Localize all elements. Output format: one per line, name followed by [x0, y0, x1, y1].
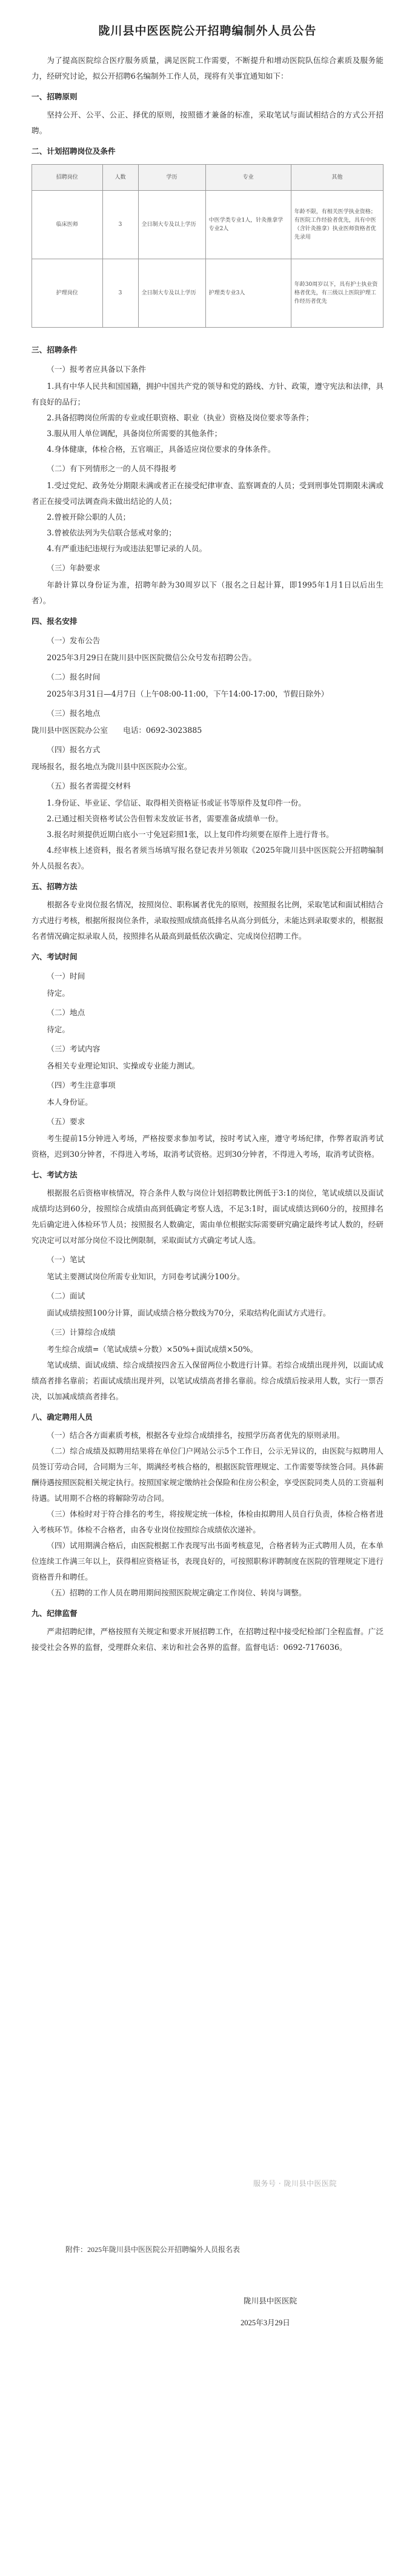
section-heading-positions: 二、计划招聘岗位及条件 [32, 147, 116, 156]
section-heading-principles: 一、招聘原则 [32, 92, 78, 101]
principles-text: 坚持公开、公平、公正、择优的原则，按照德才兼备的标准，采取笔试与面试相结合的方式公开招聘。 [32, 110, 383, 135]
table-cell: 全日制大专及以上学历 [138, 259, 205, 328]
subheading-interview: （二）面试 [47, 1291, 85, 1300]
table-row [32, 259, 383, 328]
subheading-time: （二）报名时间 [47, 672, 101, 681]
exam-requirements-text: 考生提前15分钟进入考场，严格按要求参加考试，按时考试入座，遵守考场纪律，作弊者取消考试资格，迟到30分钟者，不得进入考场，取消考试资格。迟到30分钟者，不得进入考场，取消考试资格。 [32, 1134, 383, 1159]
subheading-exam-time: （一）时间 [47, 972, 85, 981]
table-cell: 护理类专业3人 [205, 259, 291, 328]
table-cell: 全日制大专及以上学历 [138, 191, 205, 259]
table-cell: 中医学类专业1人，针灸推拿学专业2人 [205, 191, 291, 259]
list-item: 1.身份证、毕业证、学信证、取得相关资格证书或证书等原件及复印件一份。 [47, 798, 306, 807]
subheading-location: （三）报名地点 [47, 709, 101, 718]
exam-notes-text: 本人身份证。 [47, 1098, 93, 1107]
list-item: 2.已通过相关资格考试公告但暂未发放证书者，需要准备成绩单一份。 [47, 814, 284, 823]
subheading-method: （四）报名方式 [47, 745, 101, 754]
signature-date: 2025年3月29日 [241, 2319, 290, 2327]
table-row [32, 191, 383, 259]
interview-text: 面试成绩按照100分计算，面试成绩合格分数线为70分，采取结构化面试方式进行。 [47, 1308, 331, 1317]
subheading-age: （三）年龄要求 [47, 563, 101, 572]
section-heading-exam-method: 七、考试方法 [32, 1170, 78, 1179]
section-heading-hiring: 八、确定聘用人员 [32, 1412, 93, 1422]
exam-time-text: 待定。 [47, 988, 70, 998]
list-item: 4.有严重违纪违规行为或违法犯罪记录的人员。 [47, 544, 207, 553]
table-cell: 年龄不限，有相关医学执业资格；有医院工作经验者优先，具有中医（含针灸推拿）执业医师资格者优先录用 [291, 191, 383, 259]
section-heading-exam-time: 六、考试时间 [32, 952, 78, 961]
list-item: 1.受过党纪、政务处分期限未满或者正在接受纪律审查、监察调查的人员；受到刑事处罚期限未满或者正在接受司法调查尚未做出结论的人员； [32, 481, 383, 506]
list-item: （五）招聘的工作人员在聘用期间按照医院规定确定工作岗位、转岗与调整。 [47, 1588, 307, 1597]
list-item: 3.曾被依法列为失信联合惩戒对象的； [47, 528, 176, 537]
list-item: （一）结合各方面素质考核，根据各专业综合成绩排名，按照学历高者优先的原则录用。 [47, 1431, 345, 1440]
written-exam-text: 笔试主要测试岗位所需专业知识，方同卷考试满分100分。 [47, 1272, 245, 1281]
registration-method-text: 现场报名，报名地点为陇川县中医医院办公室。 [32, 762, 192, 771]
registration-location-text: 陇川县中医医院办公室 电话：0692-3023885 [32, 726, 202, 735]
list-item: 2.具备招聘岗位所需的专业或任职资格、职业（执业）资格及岗位要求等条件； [47, 413, 314, 422]
page-title: 陇川县中医医院公开招聘编制外人员公告 [98, 24, 317, 38]
discipline-text: 严肃招聘纪律，严格按照有关规定和要求开展招聘工作，在招聘过程中接受纪检部门全程监督。广泛接受社会各界的监督，受理群众来信、来访和社会各界的监督。监督电话：0692-7176036。 [32, 1627, 383, 1652]
table-cell: 临床医师 [32, 191, 103, 259]
list-item: 4.身体健康，体检合格，五官端正，具备适应岗位要求的身体条件。 [47, 445, 276, 454]
registration-time-text: 2025年3月31日—4月7日（上午08:00-11:00，下午14:00-17:00，节假日除外） [47, 689, 329, 698]
subheading-exam-notes: （四）考生注意事项 [47, 1081, 116, 1090]
subheading-exam-place: （二）地点 [47, 1008, 85, 1017]
table-header: 人数 [102, 165, 138, 191]
table-cell: 3 [102, 259, 138, 328]
wechat-watermark: 服务号 · 陇川县中医医院 [253, 2179, 337, 2188]
section-heading-method: 五、招聘方法 [32, 882, 78, 891]
signature-org: 陇川县中医医院 [244, 2297, 297, 2305]
exam-place-text: 待定。 [47, 1025, 70, 1034]
section-heading-registration: 四、报名安排 [32, 617, 78, 626]
table-header-row [32, 165, 383, 191]
table-header: 专业 [205, 165, 291, 191]
list-item: 3.报名时须提供近期白底小一寸免冠彩照1张，以上复印件均须要在原件上进行背书。 [47, 830, 334, 839]
subheading-exam-requirements: （五）要求 [47, 1117, 85, 1126]
publish-text: 2025年3月29日在陇川县中医医院微信公众号发布招聘公告。 [47, 653, 256, 662]
list-item: （四）试用期满合格后，由医院根据工作表现写出书面考核意见，合格者转为正式聘用人员，在本单位连续工作满三年以上，获得相应资格证书，表现良好的，可按照职称评聘制度在医院的管理规定下进行资格晋升和聘任。 [32, 1541, 383, 1581]
section-heading-requirements: 三、招聘条件 [32, 345, 78, 354]
list-item: 1.具有中华人民共和国国籍，拥护中国共产党的领导和党的路线、方针、政策，遵守宪法和法律，具有良好的品行； [32, 382, 383, 406]
exam-method-text: 根据报名后资格审核情况，符合条件人数与岗位计划招聘数比例低于3:1的岗位，笔试成绩以及面试成绩均达到60分，按照综合成绩由高到低确定考察人选，不足3:1时，面试成绩达到60分的，按照排名先后确定进入体检环节人员；按照报名人数确定，需由单位根据实际需要研究确定最终考试人数的，经研究决定可以对部分岗位不设比例限制，采取面试方式确定考试人选。 [32, 1188, 383, 1245]
subheading-exam-content: （三）考试内容 [47, 1044, 101, 1053]
intro-paragraph: 为了提高医院综合医疗服务质量，满足医院工作需要，不断提升和增动医院队伍综合素质及服务能力，经研究讨论，拟公开招聘6名编制外工作人员，现将有关事宜通知如下： [32, 56, 383, 81]
list-item: （三）体检时对于符合排名的考生，将按规定统一体检，体检由拟聘用人员自行负责，体检合格者进入考核环节。体检不合格者，由各专业岗位按照综合成绩依次递补。 [32, 1509, 383, 1534]
list-item: 4.经审核上述资料，报名者须当场填写报名登记表并另领取《2025年陇川县中医医院公开招聘编制外人员报名表》。 [32, 846, 383, 870]
table-header: 招聘岗位 [32, 165, 103, 191]
table-header: 其他 [291, 165, 383, 191]
score-rules-text: 笔试成绩、面试成绩、综合成绩按四舍五入保留两位小数进行计算。若综合成绩出现并列，以面试成绩高者排名靠前；若面试成绩出现并列，以笔试成绩高者排名靠前。综合成绩后按录用人数，实行一票否决，以加减成绩高者排名。 [32, 1360, 383, 1401]
list-item: 2.曾被开除公职的人员； [47, 512, 131, 521]
table-header: 学历 [138, 165, 205, 191]
subheading-materials: （五）报名者需提交材料 [47, 781, 131, 790]
method-text: 根据各专业岗位报名情况，按照岗位、职称属者优先的原则，按照报名比例，采取笔试和面试相结合方式进行考核，根据所报岗位条件，录取按照成绩高低排名从高分到低分，未能达到录取要求的，根据报名者情况确定拟录取人员，按照排名从最高到最低依次确定、完成岗位招聘工作。 [32, 900, 383, 941]
section-heading-discipline: 九、纪律监督 [32, 1609, 78, 1618]
attachment-link[interactable]: 附件：2025年陇川县中医医院公开招聘编外人员报名表 [65, 2245, 241, 2254]
table-cell: 年龄30周岁以下，具有护士执业资格者优先，有三级以上医院护理工作经历者优先 [291, 259, 383, 328]
subheading-exclusions: （二）有下列情形之一的人员不得报考 [47, 464, 177, 473]
positions-table [32, 164, 383, 328]
list-item: 3.服从用人单位调配，具备岗位所需要的其他条件； [47, 429, 222, 438]
subheading-eligibility: （一）报考者应具备以下条件 [47, 365, 146, 374]
table-cell: 3 [102, 191, 138, 259]
subheading-overall-score: （三）计算综合成绩 [47, 1328, 116, 1337]
list-item: （二）综合成绩及拟聘用结果将在单位门户网站公示5个工作日，公示无异议的，由医院与拟聘用人员签订劳动合同，合同期为三年，期满经考核合格的，根据医院管理规定、工作需要等续签合同。具体薪酬待遇按照医院相关规定执行。按照国家规定缴纳社会保险和住房公积金，享受医院同类人员的工资福利待遇。试用期不合格的将解除劳动合同。 [32, 1446, 383, 1503]
table-cell: 护理岗位 [32, 259, 103, 328]
age-text: 年龄计算以身份证为准，招聘年龄为30周岁以下（报名之日起计算，即1995年1月1日以后出生者）。 [32, 580, 383, 605]
subheading-publish: （一）发布公告 [47, 636, 101, 645]
subheading-written-exam: （一）笔试 [47, 1255, 85, 1264]
score-formula-text: 考生综合成绩=（笔试成绩÷分数）×50%+面试成绩×50%。 [47, 1345, 258, 1354]
exam-content-text: 各相关专业理论知识、实操或专业能力测试。 [47, 1061, 200, 1070]
